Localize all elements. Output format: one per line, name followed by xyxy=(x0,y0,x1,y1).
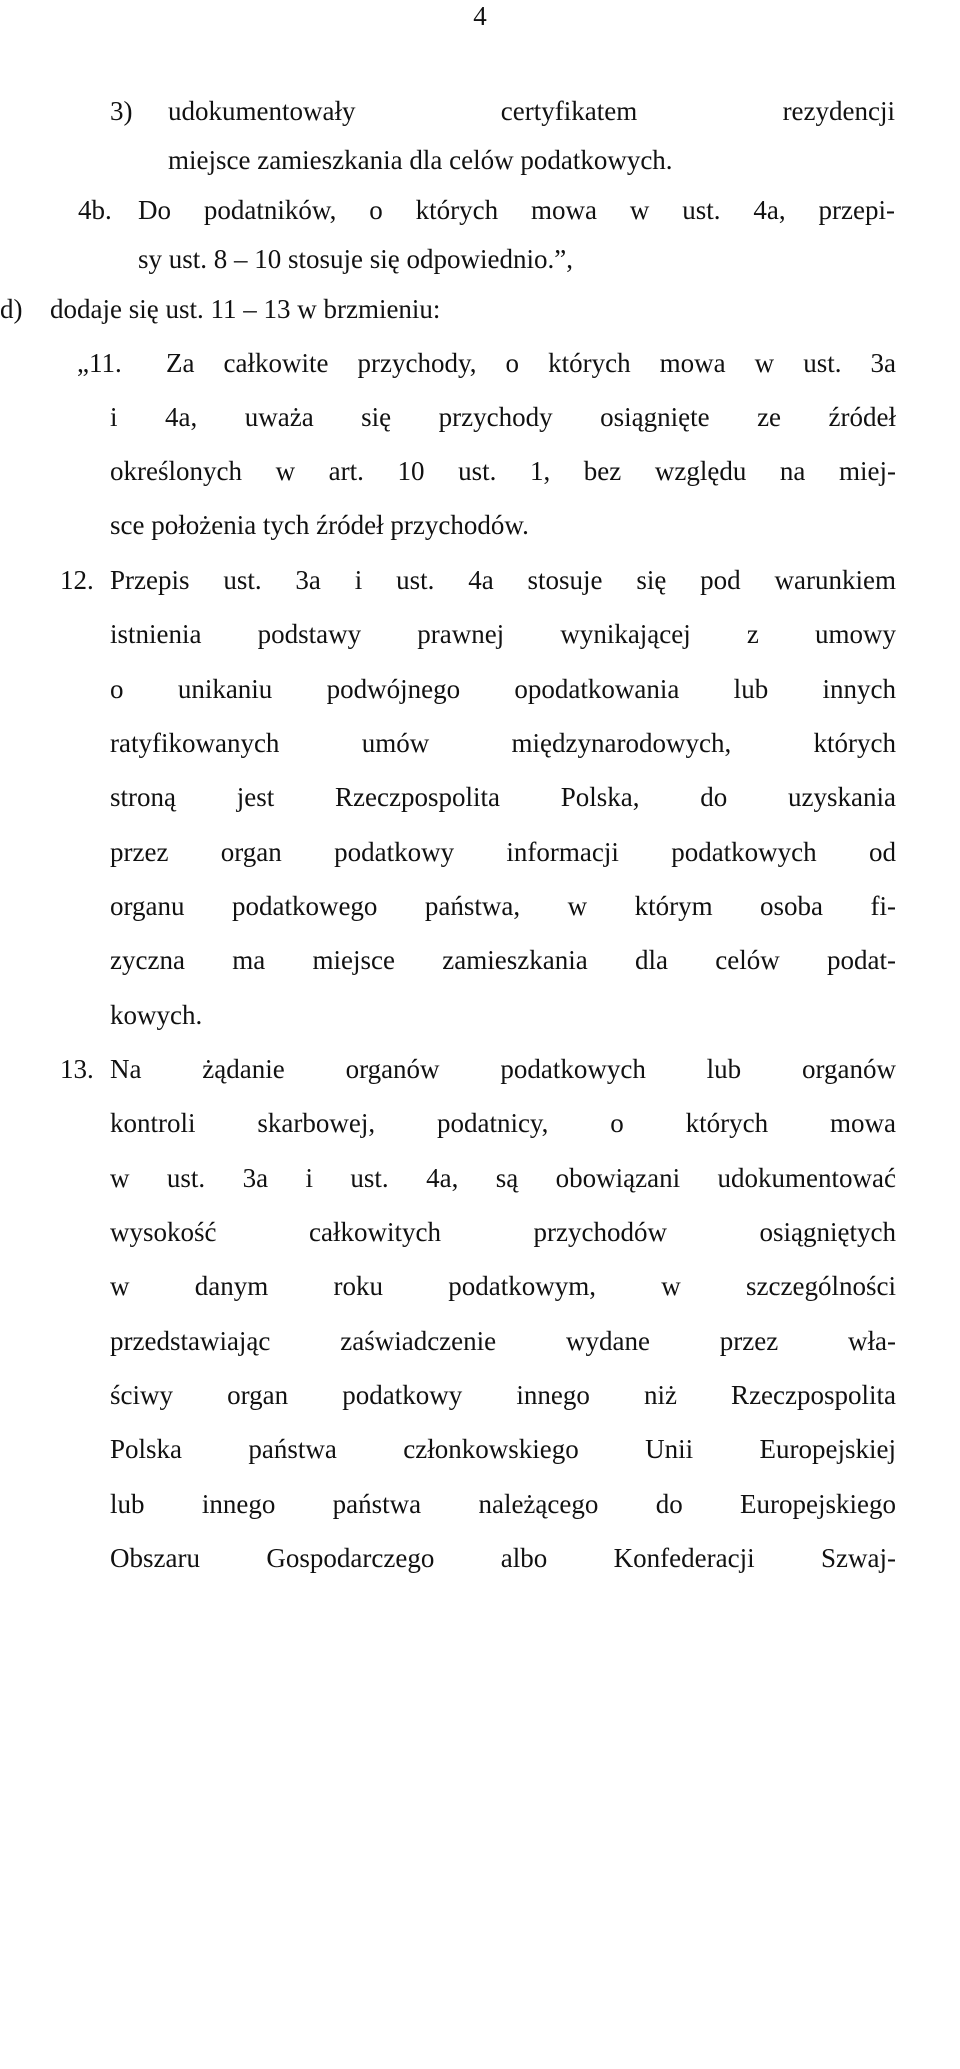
para-13-line-7: ściwy organ podatkowy innego niż Rzeczpospolita xyxy=(110,1380,896,1410)
item-3-marker: 3) xyxy=(110,96,133,126)
para-13-line-3: w ust. 3a i ust. 4a, są obowiązani udokumentować xyxy=(110,1163,896,1193)
para-4b-line-2: sy ust. 8 – 10 stosuje się odpowiednio.”, xyxy=(138,244,573,274)
para-13-line-6: przedstawiając zaświadczenie wydane przez wła- xyxy=(110,1326,896,1356)
para-11-marker: „11. xyxy=(77,348,122,378)
para-4b-marker: 4b. xyxy=(78,195,112,225)
para-12-marker: 12. xyxy=(60,565,94,595)
para-13-line-10: Obszaru Gospodarczego albo Konfederacji Szwaj- xyxy=(110,1543,896,1573)
para-13-line-5: w danym roku podatkowym, w szczególności xyxy=(110,1271,896,1301)
para-13-line-8: Polska państwa członkowskiego Unii Europejskiej xyxy=(110,1434,896,1464)
para-12-line-1: Przepis ust. 3a i ust. 4a stosuje się pod warunkiem xyxy=(110,565,896,595)
item-3-line-2: miejsce zamieszkania dla celów podatkowych. xyxy=(168,145,673,175)
para-13-line-1: Na żądanie organów podatkowych lub organów xyxy=(110,1054,896,1084)
para-12-line-9: kowych. xyxy=(110,1000,203,1030)
para-12-line-5: stroną jest Rzeczpospolita Polska, do uzyskania xyxy=(110,782,896,812)
item-3-line-1: udokumentowały certyfikatem rezydencji xyxy=(168,96,895,126)
para-4b-line-1: Do podatników, o których mowa w ust. 4a, przepi- xyxy=(138,195,895,225)
para-12-line-8: zyczna ma miejsce zamieszkania dla celów podat- xyxy=(110,945,896,975)
para-11-line-3: określonych w art. 10 ust. 1, bez względu na miej- xyxy=(110,456,896,486)
para-13-line-9: lub innego państwa należącego do Europejskiego xyxy=(110,1489,896,1519)
para-13-marker: 13. xyxy=(60,1054,94,1084)
letter-d-line-1: dodaje się ust. 11 – 13 w brzmieniu: xyxy=(50,294,441,324)
para-11-line-4: sce położenia tych źródeł przychodów. xyxy=(110,510,529,540)
para-13-line-2: kontroli skarbowej, podatnicy, o których mowa xyxy=(110,1108,896,1138)
para-12-line-7: organu podatkowego państwa, w którym osoba fi- xyxy=(110,891,896,921)
para-12-line-4: ratyfikowanych umów międzynarodowych, których xyxy=(110,728,896,758)
para-13-line-4: wysokość całkowitych przychodów osiągniętych xyxy=(110,1217,896,1247)
para-12-line-6: przez organ podatkowy informacji podatkowych od xyxy=(110,837,896,867)
para-11-line-1: Za całkowite przychody, o których mowa w ust. 3a xyxy=(166,348,896,378)
para-12-line-3: o unikaniu podwójnego opodatkowania lub innych xyxy=(110,674,896,704)
para-11-line-2: i 4a, uważa się przychody osiągnięte ze źródeł xyxy=(110,402,896,432)
page-number: 4 xyxy=(473,1,487,31)
letter-d-marker: d) xyxy=(0,294,23,324)
para-12-line-2: istnienia podstawy prawnej wynikającej z umowy xyxy=(110,619,896,649)
